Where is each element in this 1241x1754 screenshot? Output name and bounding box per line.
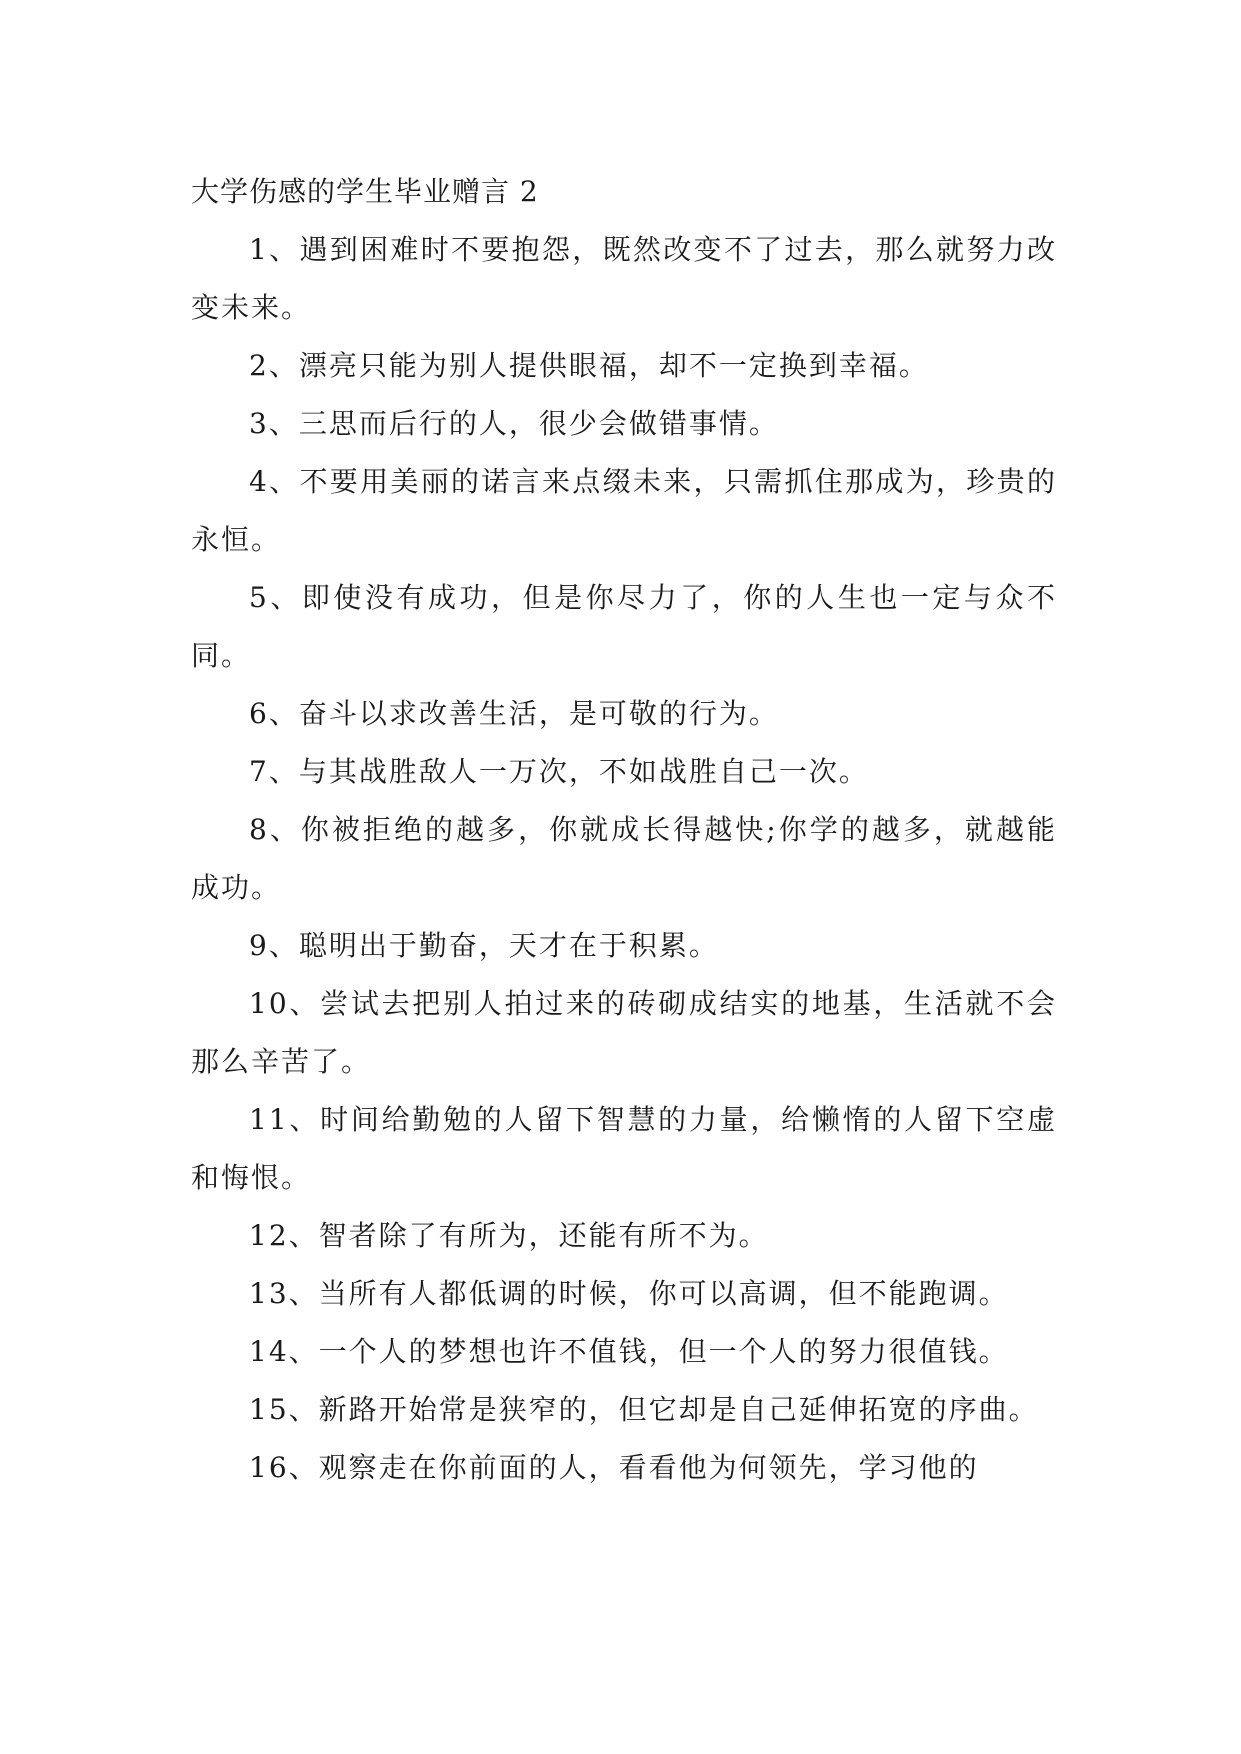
paragraph: 16、观察走在你前面的人，看看他为何领先，学习他的 (249, 1451, 979, 1484)
paragraph: 15、新路开始常是狭窄的，但它却是自己延伸拓宽的序曲。 (249, 1393, 1039, 1426)
paragraph: 5、即使没有成功，但是你尽力了，你的人生也一定与众不同。 (191, 581, 1057, 672)
paragraph: 14、一个人的梦想也许不值钱，但一个人的努力很值钱。 (249, 1335, 1009, 1368)
paragraph: 9、聪明出于勤奋，天才在于积累。 (249, 929, 719, 962)
paragraph: 10、尝试去把别人拍过来的砖砌成结实的地基，生活就不会那么辛苦了。 (191, 987, 1057, 1078)
paragraph: 4、不要用美丽的诺言来点缀未来，只需抓住那成为，珍贵的永恒。 (191, 465, 1057, 556)
paragraph: 2、漂亮只能为别人提供眼福，却不一定换到幸福。 (249, 349, 929, 382)
paragraph: 7、与其战胜敌人一万次，不如战胜自己一次。 (249, 755, 869, 788)
paragraph: 13、当所有人都低调的时候，你可以高调，但不能跑调。 (249, 1277, 1009, 1310)
paragraph: 11、时间给勤勉的人留下智慧的力量，给懒惰的人留下空虚和悔恨。 (191, 1103, 1057, 1194)
paragraph: 6、奋斗以求改善生活，是可敬的行为。 (249, 697, 779, 730)
document-title: 大学伤感的学生毕业赠言 2 (191, 175, 539, 208)
paragraph: 8、你被拒绝的越多，你就成长得越快;你学的越多，就越能成功。 (191, 813, 1057, 904)
paragraph: 12、智者除了有所为，还能有所不为。 (249, 1219, 769, 1252)
paragraph: 3、三思而后行的人，很少会做错事情。 (249, 407, 779, 440)
document-body (191, 163, 1057, 1497)
paragraph: 1、遇到困难时不要抱怨，既然改变不了过去，那么就努力改变未来。 (191, 233, 1057, 324)
